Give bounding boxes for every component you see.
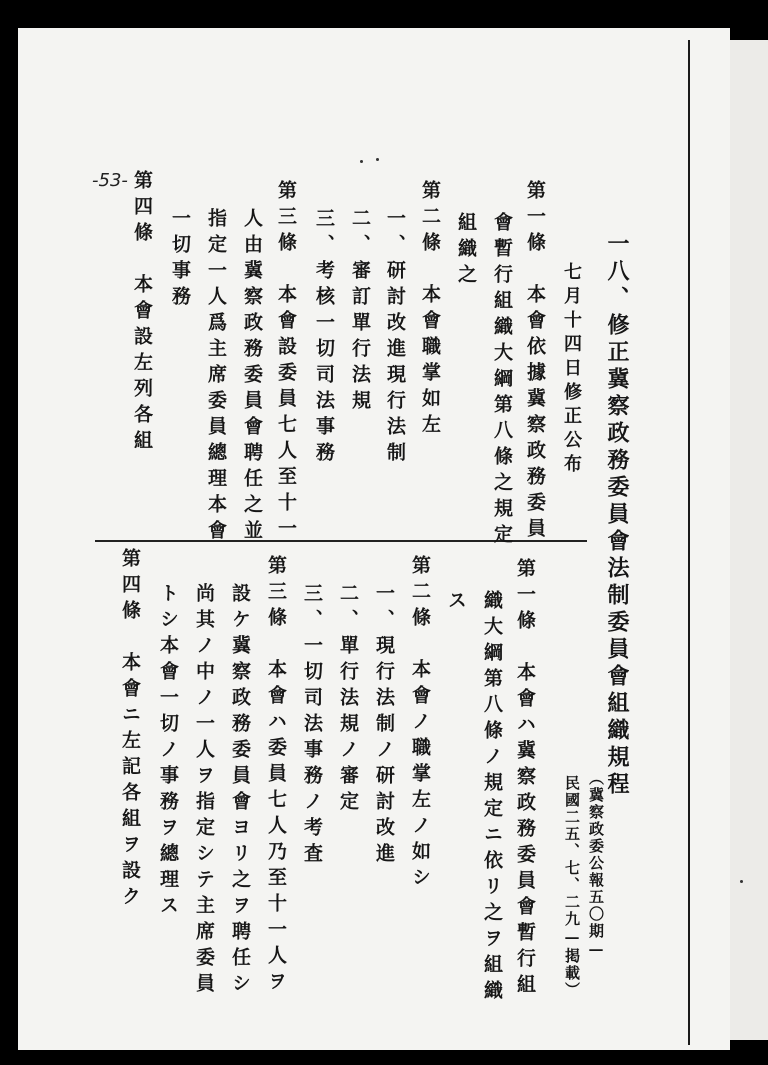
zh-article2-item2: 二、審訂單行法規 <box>349 208 371 416</box>
zh-article3-head: 第三條 本會設委員七人至十一 <box>275 180 297 544</box>
scan-speck <box>376 158 379 161</box>
zh-article4-head: 第四條 本會設左列各組 <box>131 170 153 456</box>
source-note-line2: 民國二五、七、二九—掲載） <box>563 775 581 999</box>
zh-article1-line2: 會暫行組織大綱第八條之規定 <box>491 212 513 550</box>
zh-article3-line4: 一切事務 <box>169 208 191 312</box>
facing-page-edge <box>730 40 768 1040</box>
scan-speck <box>360 160 363 163</box>
ja-article2-item2: 二、單行法規ノ審定 <box>337 583 359 817</box>
ja-article1-line2: 織大綱第八條ノ規定ニ依リ之ヲ組織 <box>481 590 503 1006</box>
page-number: -53- <box>92 170 128 191</box>
zh-article3-line2: 人由冀察政務委員會聘任之並 <box>241 208 263 546</box>
ja-article1-line3: ス <box>445 590 467 616</box>
zh-article1-head: 第一條 本會依據冀察政務委員 <box>524 180 546 544</box>
document-title: 一八、修正冀察政務委員會法制委員會組織規程 <box>604 232 630 799</box>
zh-article2-item3: 三、考核一切司法事務 <box>313 208 335 468</box>
ja-article3-line3: 尚其ノ中ノ一人ヲ指定シテ主席委員 <box>193 583 215 999</box>
ja-article3-line2: 設ケ冀察政務委員會ヨリ之ヲ聘任シ <box>229 583 251 999</box>
promulgation-date: 七月十四日修正公布 <box>561 262 582 478</box>
source-note-line1: （冀察政委公報五〇期— <box>587 770 605 960</box>
page-binding-line <box>688 40 690 1045</box>
ja-article1-head: 第一條 本會ハ冀察政務委員會暫行組 <box>514 558 536 1000</box>
ja-article2-head: 第二條 本會ノ職掌左ノ如シ <box>409 555 431 893</box>
ja-article2-item1: 一、現行法制ノ研討改進 <box>373 583 395 869</box>
ja-article3-head: 第三條 本會ハ委員七人乃至十一人ヲ <box>265 555 287 997</box>
zh-article1-line3: 組織之 <box>455 212 477 290</box>
ja-article3-line4: トシ本會一切ノ事務ヲ總理ス <box>157 583 179 921</box>
zh-article2-item1: 一、研討改進現行法制 <box>384 208 406 468</box>
ja-article2-item3: 三、一切司法事務ノ考査 <box>301 583 323 869</box>
scan-speck <box>740 880 743 883</box>
zh-article2-head: 第二條 本會職掌如左 <box>419 180 441 440</box>
section-divider <box>95 540 587 542</box>
zh-article3-line3: 指定一人爲主席委員總理本會 <box>205 208 227 546</box>
ja-article4-head: 第四條 本會ニ左記各組ヲ設ク <box>119 548 141 912</box>
